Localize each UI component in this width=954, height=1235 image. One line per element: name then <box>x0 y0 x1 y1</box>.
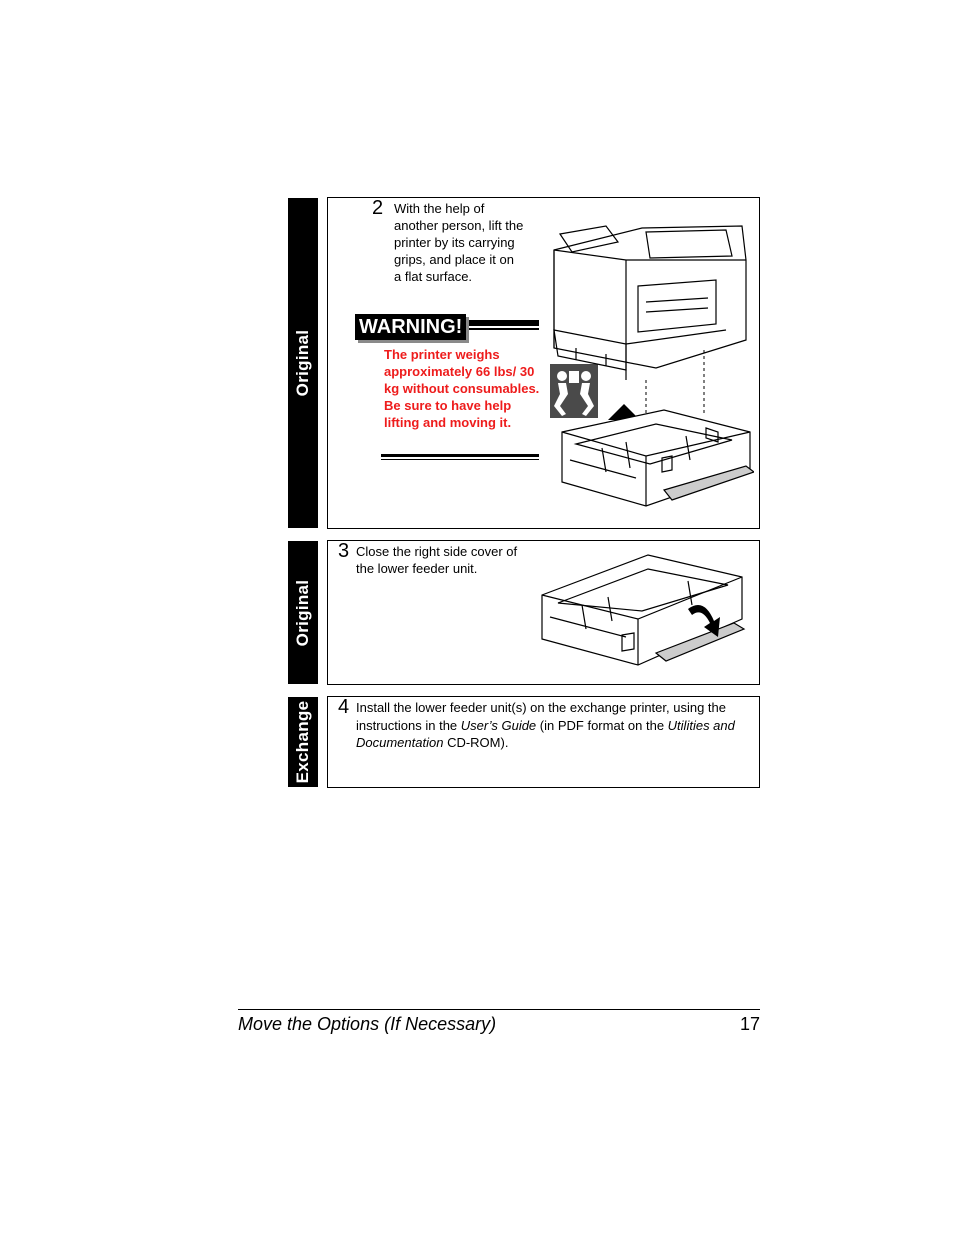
step-number: 3 <box>338 540 350 562</box>
side-tab-label: Exchange <box>293 700 312 784</box>
step-text: With the help of another person, lift the printer by its carrying grips, and place it on a flat surface. <box>394 201 524 284</box>
warning-label: WARNING! <box>355 314 466 340</box>
side-tab-label: Original <box>293 329 312 397</box>
side-tab-original-1 <box>288 198 318 528</box>
step-number: 4 <box>338 696 350 718</box>
warning-header <box>355 314 539 340</box>
page-number: 17 <box>739 1014 760 1034</box>
side-tab-original-2 <box>288 541 318 684</box>
side-tab-exchange <box>288 697 318 787</box>
step-text: Install the lower feeder unit(s) on the exchange printer, using the instructions in the User’s Guide (in PDF format on the Utilities and Documentation CD-ROM). <box>356 700 735 750</box>
side-tab-label: Original <box>293 579 312 646</box>
footer-title: Move the Options (If Necessary) <box>238 1014 497 1034</box>
warning-bottom-rule <box>381 454 539 460</box>
users-guide-title: User’s Guide <box>460 717 537 733</box>
step-number: 2 <box>372 197 384 219</box>
step-4-panel <box>327 696 760 788</box>
cd-rom-title: Utilities and Documentation <box>356 717 735 750</box>
warning-text: The printer weighs approximately 66 lbs/ 30 kg without consumables. Be sure to have help lifting and moving it. <box>384 347 540 430</box>
step-text: Close the right side cover of the lower feeder unit. <box>356 544 518 576</box>
step-3-panel <box>327 540 760 685</box>
footer-rule <box>238 1009 760 1010</box>
printer-illustration <box>546 220 754 516</box>
step-2-panel <box>327 197 760 529</box>
lower-feeder-illustration <box>538 549 754 679</box>
